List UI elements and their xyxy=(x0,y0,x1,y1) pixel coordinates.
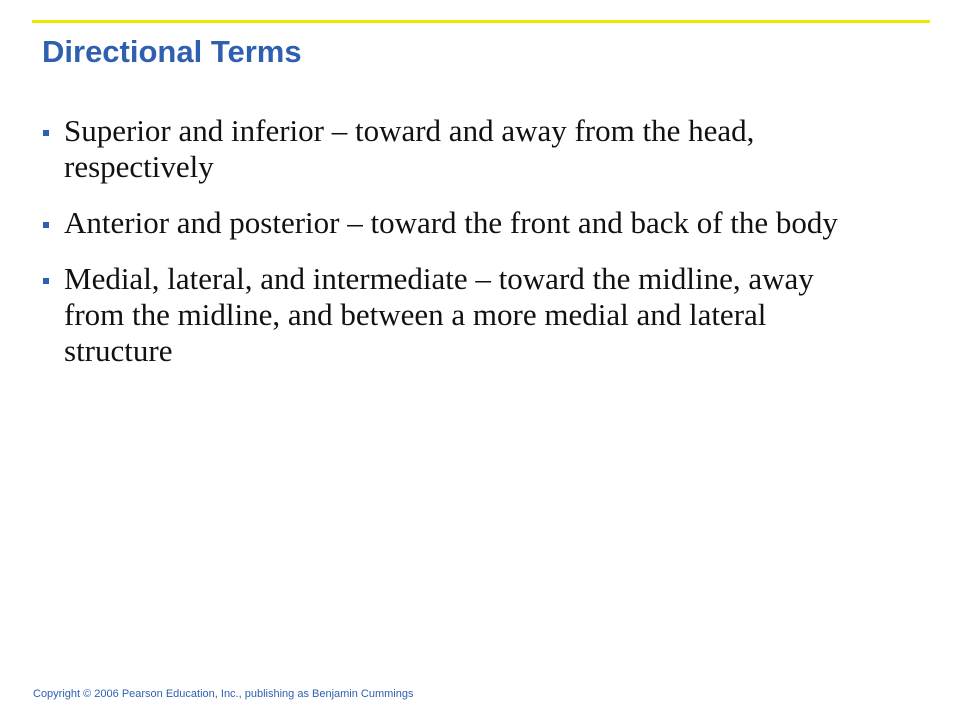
bullet-square-icon xyxy=(43,130,49,136)
copyright-notice: Copyright © 2006 Pearson Education, Inc., publishing as Benjamin Cummings xyxy=(33,688,414,700)
top-rule xyxy=(32,20,930,23)
bullet-list xyxy=(40,113,880,389)
bullet-item xyxy=(40,113,880,185)
bullet-square-icon xyxy=(43,222,49,228)
slide-title: Directional Terms xyxy=(42,34,302,69)
bullet-item xyxy=(40,205,880,241)
bullet-text: Medial, lateral, and intermediate – toward the midline, away from the midline, and between a more medial and lateral structure xyxy=(64,261,814,368)
bullet-item xyxy=(40,261,880,369)
bullet-square-icon xyxy=(43,278,49,284)
bullet-text: Anterior and posterior – toward the front and back of the body xyxy=(64,205,838,240)
bullet-text: Superior and inferior – toward and away from the head, respectively xyxy=(64,113,755,184)
